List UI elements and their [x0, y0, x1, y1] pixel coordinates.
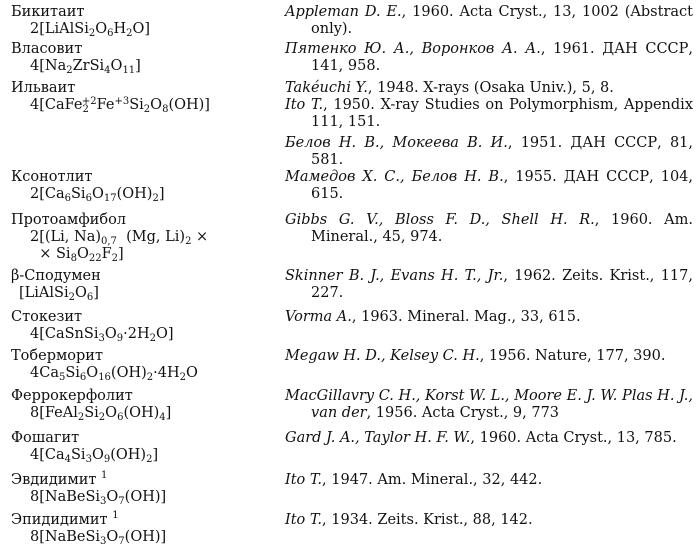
reference-cell — [285, 268, 693, 302]
reference-source: , 1961. ДАН СССР, 141, 958. — [311, 41, 693, 74]
mineral-cell — [11, 430, 277, 464]
reference-entry — [285, 430, 693, 447]
reference-source: , 1947. Am. Mineral., 32, 442. — [322, 472, 543, 488]
reference-source: , 1955. ДАН СССР, 104, 615. — [311, 169, 694, 202]
mineral-name: Феррокерфолит — [11, 388, 133, 404]
mineral-formula: $4[CaFe_2^{+2}Fe^{+3}Si_2O_8(OH)]$ — [30, 96, 210, 115]
mineral-formula: 2[(Li, $Na)_{0,7}$ (Mg, $Li)_2$ × × $Si_8O_{22}F_2$] — [30, 229, 209, 264]
mineral-name: β-Сподумен — [11, 268, 101, 284]
mineral-formula: $[LiAlSi_2O_6]$ — [19, 285, 99, 303]
reference-entry — [285, 512, 693, 529]
reference-cell — [285, 80, 693, 169]
mineral-name: Фошагит — [11, 430, 80, 446]
reference-authors: Ito T. — [285, 512, 323, 528]
reference-source: , 1962. Zeits. Krist., 117, 227. — [311, 268, 693, 301]
mineral-formula: $4[Na_2ZrSi_4O_{11}]$ — [30, 58, 141, 76]
reference-source: , 1960. Acta Cryst., 13, 1002 (Abstract only). — [311, 4, 693, 37]
mineral-formula: $8[NaBeSi_3O_7(OH)]$ — [30, 489, 167, 507]
mineral-cell — [11, 388, 277, 422]
mineral-cell — [11, 80, 277, 114]
reference-cell — [285, 348, 693, 365]
mineral-name: Тоберморит — [11, 348, 103, 364]
reference-authors: Ito T. — [285, 97, 324, 113]
reference-source: , 1960. Acta Cryst., 13, 785. — [470, 430, 677, 446]
reference-authors: Megaw H. D., Kelsey C. H. — [285, 348, 480, 364]
reference-source: , 1960. Am. Mineral., 45, 974. — [311, 212, 694, 245]
mineral-name: Власовит — [11, 41, 83, 57]
footnote-mark: 1 — [112, 510, 119, 521]
reference-source: , 1934. Zeits. Krist., 88, 142. — [322, 512, 533, 528]
mineral-name: Ильваит — [11, 80, 76, 96]
reference-entry — [285, 169, 693, 203]
reference-authors: Skinner B. J., Evans H. T., Jr. — [285, 268, 504, 284]
mineral-name: Бикитаит — [11, 4, 85, 20]
reference-entry — [285, 388, 693, 422]
mineral-cell — [11, 268, 277, 302]
mineral-formula: $8[NaBeSi_3O_7(OH)]$ — [30, 529, 167, 547]
reference-source: , 1956. Nature, 177, 390. — [479, 348, 666, 364]
mineral-formula: $4[Ca_4Si_3O_9(OH)_2]$ — [30, 447, 159, 465]
reference-authors: Appleman D. E. — [285, 4, 402, 20]
mineral-name: Эпидидимит $^1$ — [11, 510, 119, 528]
reference-entry — [285, 212, 693, 246]
reference-cell — [285, 212, 693, 246]
reference-entry — [285, 348, 693, 365]
mineral-cell — [11, 4, 277, 38]
reference-cell — [285, 4, 693, 38]
reference-source: , 1950. X-ray Studies on Polymorphism, Appendix 111, 151. — [311, 97, 693, 130]
mineral-formula: $4[CaSnSi_3O_9\cdot 2H_2O]$ — [30, 326, 174, 344]
mineral-cell — [11, 212, 277, 263]
reference-entry — [285, 472, 693, 489]
reference-source: , 1948. X-rays (Osaka Univ.), 5, 8. — [367, 80, 614, 96]
reference-entry — [285, 4, 693, 38]
mineral-cell — [11, 41, 277, 75]
mineral-name: Стокезит — [11, 309, 83, 325]
reference-source: , 1956. Acta Cryst., 9, 773 — [366, 405, 560, 421]
reference-cell — [285, 472, 693, 489]
mineral-name: Ксонотлит — [11, 169, 93, 185]
reference-cell — [285, 430, 693, 447]
reference-authors: Gard J. A., Taylor H. F. W. — [285, 430, 471, 446]
reference-entry — [285, 97, 693, 131]
reference-entry — [285, 268, 693, 302]
reference-authors: Takéuchi Y. — [285, 80, 368, 96]
footnote-mark: 1 — [101, 470, 108, 481]
reference-authors: Vorma A. — [285, 309, 352, 325]
reference-cell — [285, 41, 693, 75]
reference-entry — [285, 309, 693, 326]
reference-entry — [285, 41, 693, 75]
mineral-formula: $2[LiAlSi_2O_6H_2O]$ — [30, 21, 151, 39]
mineral-formula: $8[FeAl_2Si_2O_6(OH)_4]$ — [30, 405, 172, 423]
reference-authors: Мамедов Х. С., Белов Н. В. — [285, 169, 504, 185]
reference-cell — [285, 169, 693, 203]
mineral-cell — [11, 512, 277, 546]
reference-source: , 1963. Mineral. Mag., 33, 615. — [351, 309, 581, 325]
reference-authors: Белов Н. В., Мокеева В. И. — [285, 135, 508, 151]
reference-entry — [285, 80, 693, 97]
reference-cell — [285, 388, 693, 422]
mineral-cell — [11, 348, 277, 382]
reference-authors: Gibbs G. V., Bloss F. D., Shell H. R. — [285, 212, 595, 228]
mineral-cell — [11, 169, 277, 203]
reference-authors: Пятенко Ю. А., Воронков А. А. — [285, 41, 541, 57]
reference-cell — [285, 512, 693, 529]
reference-authors: MacGillavry C. H., Korst W. L., Moore E. J. W. Plas H. J., van der — [285, 388, 693, 421]
reference-authors: Ito T. — [285, 472, 323, 488]
mineral-cell — [11, 472, 277, 506]
mineral-formula: $2[Ca_6Si_6O_{17}(OH)_2]$ — [30, 186, 165, 204]
reference-entry — [285, 135, 693, 169]
mineral-name: Протоамфибол — [11, 212, 127, 228]
mineral-formula: $4Ca_5Si_6O_{16}(OH)_2\cdot 4H_2O$ — [30, 365, 198, 383]
mineral-cell — [11, 309, 277, 343]
reference-cell — [285, 309, 693, 326]
mineral-name: Эвдидимит $^1$ — [11, 470, 108, 488]
reference-source: , 1951. ДАН СССР, 81, 581. — [311, 135, 693, 168]
